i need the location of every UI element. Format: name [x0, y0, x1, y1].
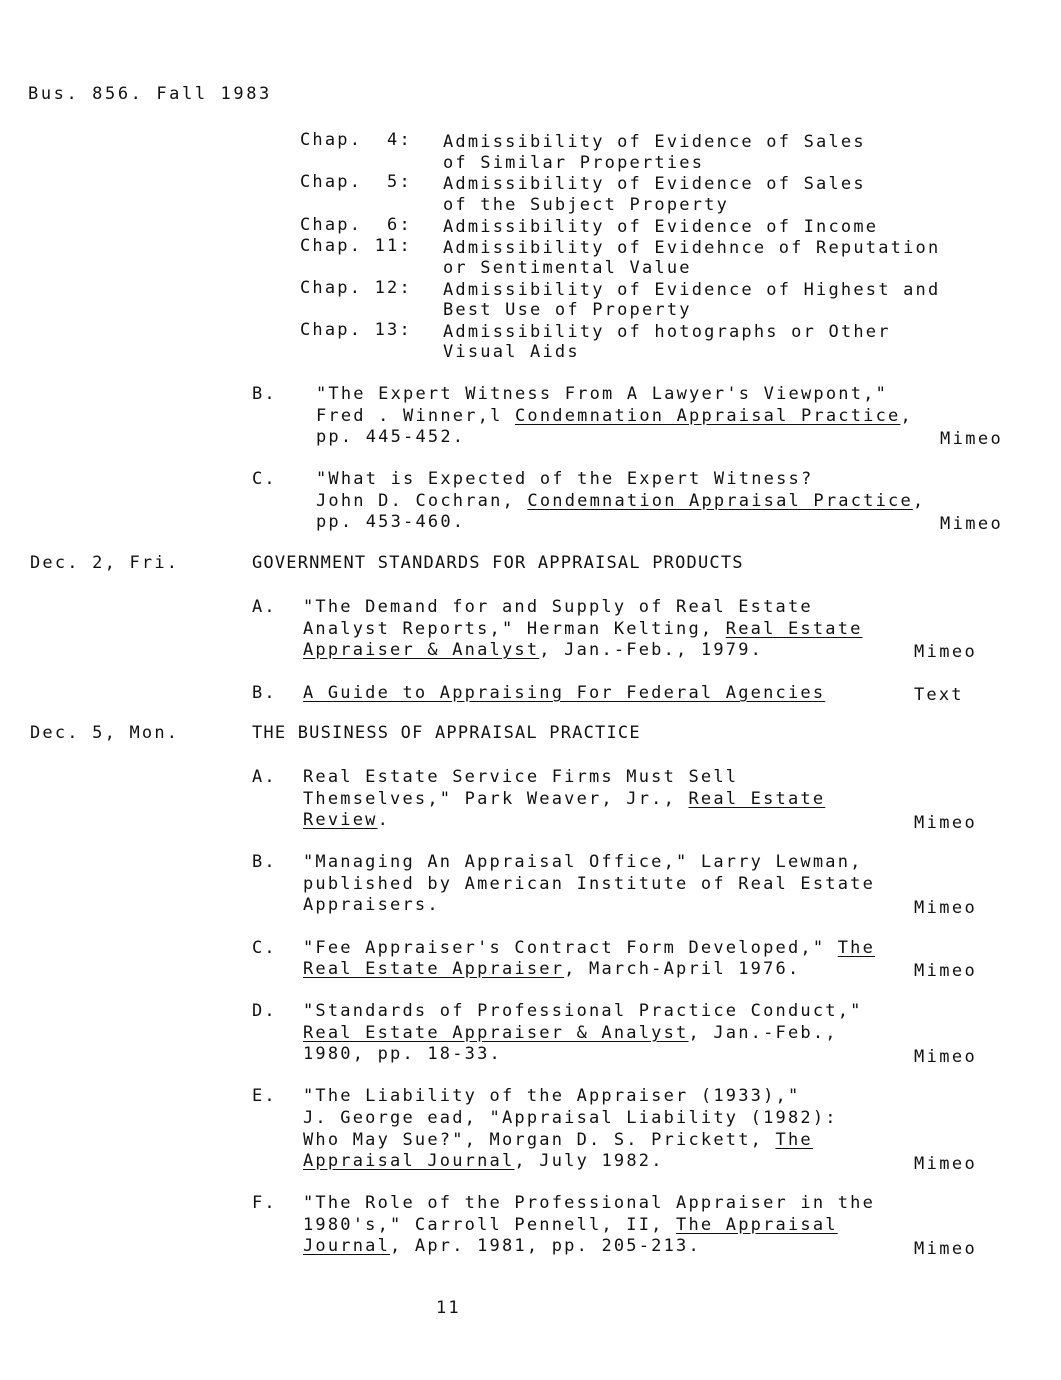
item-letter: B.	[252, 683, 277, 703]
item-text: "The Demand for and Supply of Real Estate	[303, 597, 813, 617]
source-title: Appraisal Journal	[303, 1151, 515, 1171]
item-text: Appraisal Journal, July 1982.	[303, 1151, 664, 1171]
item-letter: B.	[252, 852, 277, 872]
chapter-title: Admissibility of Evidehnce of Reputation	[443, 238, 941, 258]
source-title: Real Estate	[725, 619, 863, 639]
item-text: Journal, Apr. 1981, pp. 205-213.	[303, 1236, 701, 1256]
format-tag: Mimeo	[914, 1047, 978, 1067]
page-header: Bus. 856. Fall 1983	[28, 84, 272, 104]
source-title: A Guide to Appraising For Federal Agencies	[303, 683, 826, 703]
page-number: 11	[436, 1298, 461, 1318]
item-text: Fred . Winner,l Condemnation Appraisal Practice,	[316, 406, 913, 426]
item-text: John D. Cochran, Condemnation Appraisal Practice,	[316, 491, 926, 511]
format-tag: Text	[914, 685, 964, 705]
source-title: The	[775, 1130, 813, 1150]
item-text: "The Liability of the Appraiser (1933),"	[303, 1086, 801, 1106]
item-letter: E.	[252, 1086, 277, 1106]
format-tag: Mimeo	[914, 961, 978, 981]
item-text: "The Expert Witness From A Lawyer's Viewpont,"	[316, 384, 889, 404]
item-letter: C.	[252, 938, 277, 958]
session-title: GOVERNMENT STANDARDS FOR APPRAISAL PRODUCTS	[252, 553, 744, 573]
source-title: Condemnation Appraisal Practice	[527, 491, 913, 511]
chapter-title: Admissibility of Evidence of Income	[443, 217, 879, 237]
chapter-number: Chap. 11:	[300, 236, 412, 256]
item-text: "Fee Appraiser's Contract Form Developed," The	[303, 938, 876, 958]
item-text: "The Role of the Professional Appraiser in the	[303, 1193, 876, 1213]
item-text: Real Estate Appraiser & Analyst, Jan.-Feb.,	[303, 1023, 838, 1043]
source-title: Real Estate	[688, 789, 826, 809]
source-title: The	[837, 938, 876, 958]
source-title: The Appraisal	[676, 1215, 838, 1235]
item-letter: A.	[252, 767, 277, 787]
chapter-title: Admissibility of hotographs or Other	[443, 322, 891, 342]
chapter-title: of Similar Properties	[443, 153, 705, 173]
item-text: 1980, pp. 18-33.	[303, 1044, 502, 1064]
session-title: THE BUSINESS OF APPRAISAL PRACTICE	[252, 723, 641, 743]
source-title: Condemnation Appraisal Practice	[514, 406, 901, 426]
item-text: Themselves," Park Weaver, Jr., Real Estate	[303, 789, 826, 809]
item-letter: C.	[252, 469, 277, 489]
chapter-number: Chap. 6:	[300, 215, 412, 235]
chapter-title: Admissibility of Evidence of Sales	[443, 174, 866, 194]
item-text: Real Estate Appraiser, March-April 1976.	[303, 959, 801, 979]
source-title: Real Estate Appraiser & Analyst	[303, 1023, 689, 1043]
format-tag: Mimeo	[914, 898, 978, 918]
source-title: Appraiser & Analyst	[303, 640, 540, 660]
chapter-title: Visual Aids	[443, 342, 580, 362]
item-text: Appraiser & Analyst, Jan.-Feb., 1979.	[303, 640, 764, 660]
chapter-title: Admissibility of Evidence of Highest and	[443, 280, 941, 300]
format-tag: Mimeo	[940, 514, 1004, 534]
chapter-title: Best Use of Property	[443, 300, 692, 320]
chapter-number: Chap. 4:	[300, 130, 412, 150]
format-tag: Mimeo	[914, 1154, 978, 1174]
item-text: "Standards of Professional Practice Conduct,"	[303, 1001, 863, 1021]
source-title: Real Estate Appraiser	[303, 959, 565, 979]
session-date: Dec. 5, Mon.	[30, 723, 180, 743]
source-title: Review	[303, 810, 378, 830]
chapter-number: Chap. 13:	[300, 320, 412, 340]
item-text: "What is Expected of the Expert Witness?	[316, 469, 814, 489]
item-text: published by American Institute of Real Estate	[303, 874, 876, 894]
chapter-title: or Sentimental Value	[443, 258, 692, 278]
chapter-number: Chap. 5:	[300, 172, 412, 192]
item-text: pp. 453-460.	[316, 512, 466, 532]
item-letter: B.	[252, 384, 277, 404]
chapter-title: Admissibility of Evidence of Sales	[443, 132, 866, 152]
format-tag: Mimeo	[914, 642, 978, 662]
item-text: J. George ead, "Appraisal Liability (1982):	[303, 1108, 838, 1128]
item-letter: A.	[252, 597, 277, 617]
format-tag: Mimeo	[914, 1239, 978, 1259]
item-text: Analyst Reports," Herman Kelting, Real Estate	[303, 619, 863, 639]
item-text: Who May Sue?", Morgan D. S. Prickett, The	[303, 1130, 813, 1150]
item-letter: F.	[252, 1193, 277, 1213]
source-title: Journal	[303, 1236, 391, 1256]
format-tag: Mimeo	[914, 813, 978, 833]
chapter-number: Chap. 12:	[300, 278, 412, 298]
item-letter: D.	[252, 1001, 277, 1021]
item-text: Real Estate Service Firms Must Sell	[303, 767, 739, 787]
item-text: Review.	[303, 810, 391, 830]
item-text: Appraisers.	[303, 895, 440, 915]
item-text: pp. 445-452.	[316, 427, 466, 447]
item-text: 1980's," Carroll Pennell, II, The Appraisal	[303, 1215, 838, 1235]
chapter-title: of the Subject Property	[443, 195, 730, 215]
item-text: "Managing An Appraisal Office," Larry Lewman,	[303, 852, 863, 872]
session-date: Dec. 2, Fri.	[30, 553, 180, 573]
format-tag: Mimeo	[940, 429, 1004, 449]
